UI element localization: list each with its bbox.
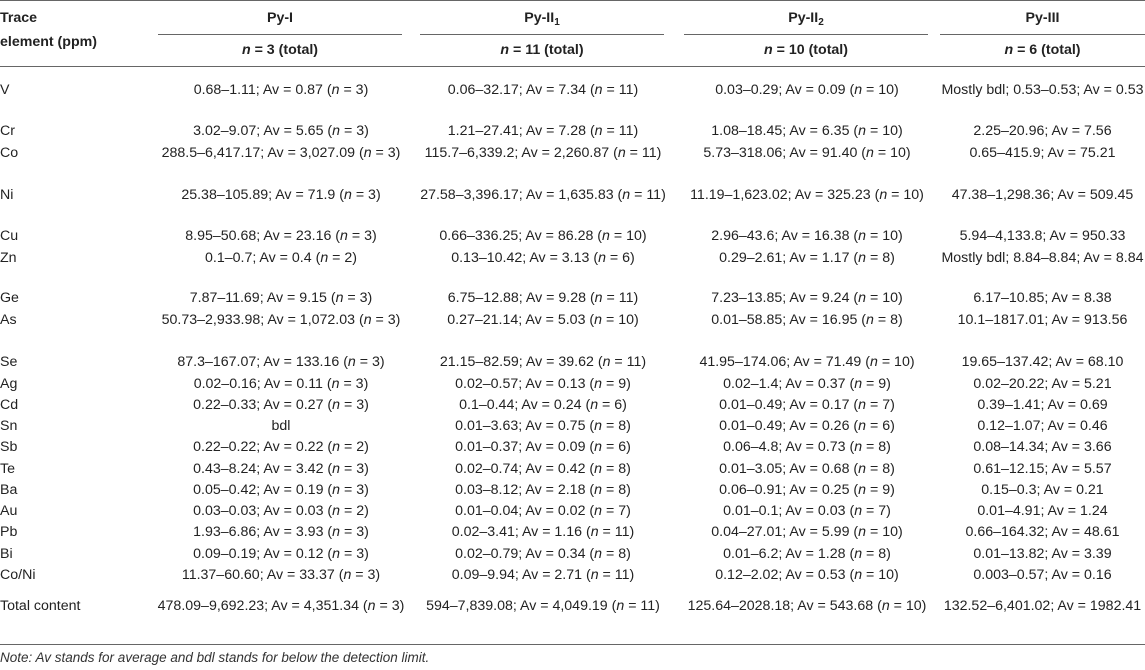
- value-cell: 0.02–0.16; Av = 0.11 (n = 3): [193, 376, 369, 392]
- element-column-header: [0, 6, 97, 54]
- element-cell: Cu: [0, 228, 19, 244]
- element-cell: Sb: [0, 439, 18, 455]
- element-cell: Bi: [0, 546, 13, 562]
- group-subscript: 1: [554, 17, 560, 28]
- value-cell: 0.003–0.57; Av = 0.16: [973, 567, 1112, 583]
- element-cell: Se: [0, 354, 18, 370]
- value-cell: 41.95–174.06; Av = 71.49 (n = 10): [699, 354, 915, 370]
- value-cell: 0.01–4.91; Av = 1.24: [977, 503, 1108, 519]
- n-symbol: n: [1004, 42, 1014, 58]
- value-cell: 594–7,839.08; Av = 4,049.19 (n = 11): [426, 598, 660, 614]
- total-count-py-iii: [940, 38, 1145, 62]
- value-cell: 0.03–0.03; Av = 0.03 (n = 2): [193, 503, 369, 519]
- value-cell: 0.01–3.63; Av = 0.75 (n = 8): [455, 418, 631, 434]
- value-cell: 11.19–1,623.02; Av = 325.23 (n = 10): [690, 187, 924, 203]
- value-cell: 0.1–0.7; Av = 0.4 (n = 2): [205, 250, 357, 266]
- value-cell: 0.09–0.19; Av = 0.12 (n = 3): [193, 546, 369, 562]
- group-header-py-i: [158, 6, 402, 30]
- value-cell: 0.22–0.33; Av = 0.27 (n = 3): [193, 397, 369, 413]
- value-cell: 0.06–32.17; Av = 7.34 (n = 11): [447, 82, 639, 98]
- value-cell: 0.66–336.25; Av = 86.28 (n = 10): [439, 228, 647, 244]
- value-cell: 0.65–415.9; Av = 75.21: [969, 145, 1116, 161]
- value-cell: 5.73–318.06; Av = 91.40 (n = 10): [703, 145, 911, 161]
- element-cell: Ba: [0, 482, 18, 498]
- value-cell: 87.3–167.07; Av = 133.16 (n = 3): [177, 354, 385, 370]
- value-cell: 10.1–1817.01; Av = 913.56: [957, 312, 1128, 328]
- element-cell: Pb: [0, 524, 18, 540]
- table-note: Note: Av stands for average and bdl stands for below the detection limit.: [0, 650, 430, 665]
- element-cell: Au: [0, 503, 18, 519]
- value-cell: 0.66–164.32; Av = 48.61: [965, 524, 1120, 540]
- total-count-py-i: [158, 38, 402, 62]
- value-cell: 0.01–0.49; Av = 0.17 (n = 7): [719, 397, 895, 413]
- table-top-rule: [0, 0, 1145, 1]
- value-cell: 6.17–10.85; Av = 8.38: [973, 290, 1112, 306]
- element-cell: Sn: [0, 418, 18, 434]
- element-cell: Te: [0, 461, 15, 477]
- value-cell: 6.75–12.88; Av = 9.28 (n = 11): [447, 290, 639, 306]
- value-cell: 19.65–137.42; Av = 68.10: [961, 354, 1124, 370]
- value-cell: 0.04–27.01; Av = 5.99 (n = 10): [711, 524, 903, 540]
- value-cell: 0.02–1.4; Av = 0.37 (n = 9): [723, 376, 891, 392]
- value-cell: bdl: [271, 418, 291, 434]
- total-count-py-ii2: [684, 38, 928, 62]
- element-cell: Ag: [0, 376, 18, 392]
- value-cell: 0.02–0.74; Av = 0.42 (n = 8): [455, 461, 631, 477]
- n-symbol: n: [241, 42, 251, 58]
- group-header-py-iii: [940, 6, 1145, 30]
- element-cell: Co: [0, 145, 19, 161]
- element-cell: Co/Ni: [0, 567, 36, 583]
- value-cell: 27.58–3,396.17; Av = 1,635.83 (n = 11): [420, 187, 666, 203]
- value-cell: 0.61–12.15; Av = 5.57: [973, 461, 1112, 477]
- total-text: = 10 (total): [776, 42, 848, 58]
- group-label: Py-II: [524, 10, 555, 26]
- n-symbol: n: [764, 42, 773, 58]
- value-cell: 0.12–2.02; Av = 0.53 (n = 10): [715, 567, 899, 583]
- value-cell: 11.37–60.60; Av = 33.37 (n = 3): [181, 567, 381, 583]
- value-cell: Mostly bdl; 0.53–0.53; Av = 0.53: [941, 82, 1144, 98]
- value-cell: 47.38–1,298.36; Av = 509.45: [951, 187, 1134, 203]
- value-cell: 0.01–0.04; Av = 0.02 (n = 7): [455, 503, 631, 519]
- value-cell: 0.15–0.3; Av = 0.21: [981, 482, 1104, 498]
- value-cell: 288.5–6,417.17; Av = 3,027.09 (n = 3): [161, 145, 401, 161]
- value-cell: 0.06–0.91; Av = 0.25 (n = 9): [719, 482, 895, 498]
- value-cell: 0.43–8.24; Av = 3.42 (n = 3): [193, 461, 369, 477]
- value-cell: 0.02–0.57; Av = 0.13 (n = 9): [455, 376, 631, 392]
- value-cell: 25.38–105.89; Av = 71.9 (n = 3): [181, 187, 381, 203]
- group-rule-py-iii: [940, 34, 1145, 35]
- value-cell: 0.03–8.12; Av = 2.18 (n = 8): [455, 482, 631, 498]
- header-bottom-rule: [0, 66, 1145, 67]
- total-count-py-ii1: [420, 38, 664, 62]
- value-cell: 0.12–1.07; Av = 0.46: [977, 418, 1108, 434]
- value-cell: 7.23–13.85; Av = 9.24 (n = 10): [711, 290, 903, 306]
- value-cell: 21.15–82.59; Av = 39.62 (n = 11): [439, 354, 647, 370]
- value-cell: 50.73–2,933.98; Av = 1,072.03 (n = 3): [161, 312, 401, 328]
- group-label: Py-II: [788, 10, 819, 26]
- table-bottom-rule: [0, 644, 1145, 645]
- value-cell: 0.13–10.42; Av = 3.13 (n = 6): [451, 250, 635, 266]
- group-rule-py-ii1: [420, 34, 664, 35]
- element-cell: Zn: [0, 250, 17, 266]
- element-cell: Total content: [0, 598, 81, 614]
- value-cell: 2.25–20.96; Av = 7.56: [973, 123, 1112, 139]
- group-rule-py-i: [158, 34, 402, 35]
- value-cell: 0.09–9.94; Av = 2.71 (n = 11): [451, 567, 635, 583]
- value-cell: 0.01–6.2; Av = 1.28 (n = 8): [723, 546, 891, 562]
- value-cell: 0.22–0.22; Av = 0.22 (n = 2): [193, 439, 369, 455]
- element-cell: As: [0, 312, 17, 328]
- value-cell: 0.29–2.61; Av = 1.17 (n = 8): [719, 250, 895, 266]
- group-label: Py-III: [1025, 10, 1060, 26]
- value-cell: 0.02–3.41; Av = 1.16 (n = 11): [451, 524, 635, 540]
- element-cell: V: [0, 82, 10, 98]
- value-cell: 125.64–2028.18; Av = 543.68 (n = 10): [687, 598, 927, 614]
- group-subscript: 2: [818, 17, 824, 28]
- value-cell: 0.01–0.49; Av = 0.26 (n = 6): [719, 418, 895, 434]
- value-cell: Mostly bdl; 8.84–8.84; Av = 8.84: [941, 250, 1144, 266]
- value-cell: 1.08–18.45; Av = 6.35 (n = 10): [711, 123, 903, 139]
- value-cell: 5.94–4,133.8; Av = 950.33: [959, 228, 1126, 244]
- value-cell: 7.87–11.69; Av = 9.15 (n = 3): [189, 290, 373, 306]
- group-header-py-ii2: [684, 6, 928, 30]
- element-cell: Cd: [0, 397, 19, 413]
- value-cell: 3.02–9.07; Av = 5.65 (n = 3): [193, 123, 369, 139]
- value-cell: 0.01–0.37; Av = 0.09 (n = 6): [455, 439, 631, 455]
- value-cell: 0.27–21.14; Av = 5.03 (n = 10): [447, 312, 639, 328]
- value-cell: 0.01–3.05; Av = 0.68 (n = 8): [719, 461, 895, 477]
- value-cell: 0.02–20.22; Av = 5.21: [973, 376, 1112, 392]
- value-cell: 478.09–9,692.23; Av = 4,351.34 (n = 3): [157, 598, 405, 614]
- value-cell: 132.52–6,401.02; Av = 1982.41: [943, 598, 1142, 614]
- group-rule-py-ii2: [684, 34, 928, 35]
- value-cell: 0.06–4.8; Av = 0.73 (n = 8): [723, 439, 891, 455]
- value-cell: 0.01–0.1; Av = 0.03 (n = 7): [723, 503, 891, 519]
- value-cell: 1.21–27.41; Av = 7.28 (n = 11): [447, 123, 639, 139]
- element-cell: Cr: [0, 123, 15, 139]
- value-cell: 0.08–14.34; Av = 3.66: [973, 439, 1112, 455]
- value-cell: 0.1–0.44; Av = 0.24 (n = 6): [459, 397, 627, 413]
- value-cell: 2.96–43.6; Av = 16.38 (n = 10): [711, 228, 903, 244]
- total-text: = 6 (total): [1017, 42, 1081, 58]
- value-cell: 8.95–50.68; Av = 23.16 (n = 3): [185, 228, 377, 244]
- value-cell: 0.01–58.85; Av = 16.95 (n = 8): [711, 312, 903, 328]
- element-cell: Ni: [0, 187, 14, 203]
- value-cell: 115.7–6,339.2; Av = 2,260.87 (n = 11): [424, 145, 662, 161]
- value-cell: 0.39–1.41; Av = 0.69: [977, 397, 1108, 413]
- value-cell: 0.01–13.82; Av = 3.39: [973, 546, 1112, 562]
- element-cell: Ge: [0, 290, 19, 306]
- value-cell: 0.05–0.42; Av = 0.19 (n = 3): [193, 482, 369, 498]
- value-cell: 0.02–0.79; Av = 0.34 (n = 8): [455, 546, 631, 562]
- element-header-line2: element (ppm): [0, 34, 97, 50]
- n-symbol: n: [500, 42, 510, 58]
- element-header-line1: Trace: [0, 10, 38, 26]
- value-cell: 0.68–1.11; Av = 0.87 (n = 3): [193, 82, 369, 98]
- value-cell: 1.93–6.86; Av = 3.93 (n = 3): [193, 524, 369, 540]
- total-text: = 3 (total): [254, 42, 319, 58]
- value-cell: 0.03–0.29; Av = 0.09 (n = 10): [715, 82, 899, 98]
- group-header-py-ii1: [420, 6, 664, 30]
- total-text: = 11 (total): [513, 42, 584, 58]
- group-label: Py-I: [266, 10, 294, 26]
